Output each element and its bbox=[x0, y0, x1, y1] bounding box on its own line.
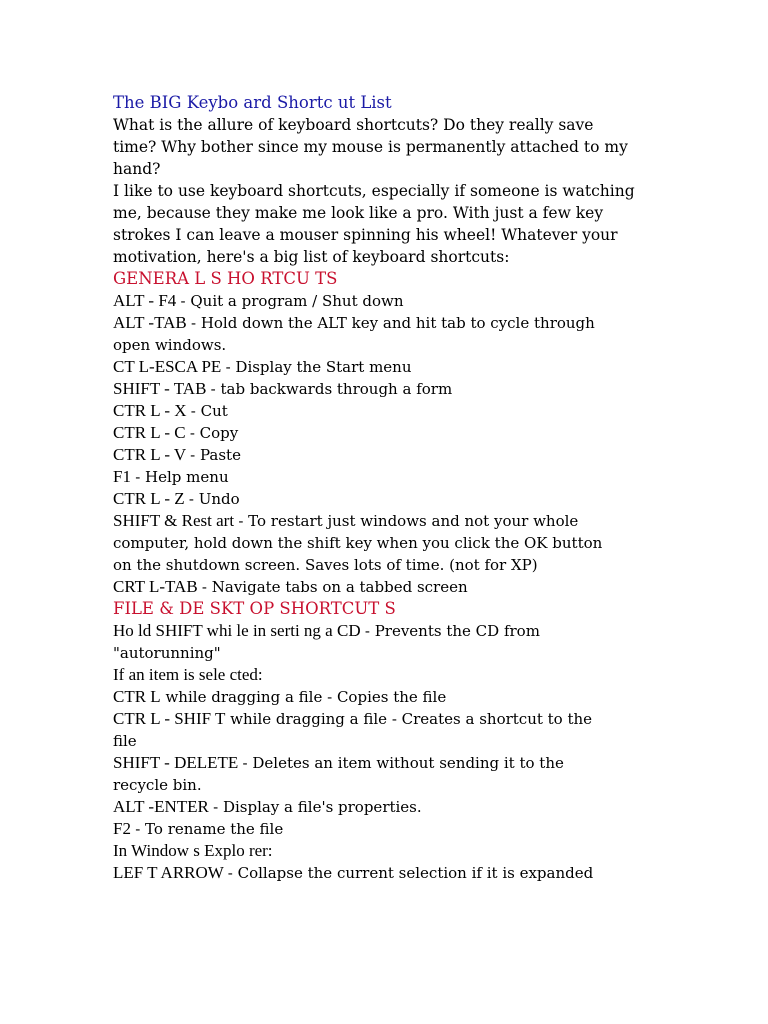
shortcut-key: CRT L-TAB bbox=[113, 577, 202, 596]
shortcut-line bbox=[113, 664, 658, 686]
shortcut-description: - Cut bbox=[190, 402, 228, 420]
shortcut-description: - Help menu bbox=[135, 468, 229, 486]
shortcut-line bbox=[113, 466, 658, 488]
shortcut-line bbox=[113, 620, 658, 642]
shortcut-description: - Hold down the ALT key and hit tab to cycle through bbox=[190, 314, 595, 332]
shortcut-line bbox=[113, 642, 658, 664]
shortcut-key: SHIFT - TAB bbox=[113, 379, 211, 398]
shortcut-line bbox=[113, 334, 658, 356]
shortcut-line bbox=[113, 554, 658, 576]
shortcut-line bbox=[113, 290, 658, 312]
shortcut-description: file bbox=[113, 732, 137, 750]
shortcut-key: SHIFT - DELETE bbox=[113, 753, 243, 772]
document-content bbox=[113, 92, 658, 884]
shortcut-description: - Collapse the current selection if it is expanded bbox=[227, 864, 594, 882]
shortcut-key: CTR L - V bbox=[113, 445, 191, 464]
shortcut-key: ALT -TAB bbox=[113, 313, 191, 332]
intro-line: me, because they make me look like a pro. With just a few key bbox=[113, 204, 604, 222]
shortcut-line bbox=[113, 400, 658, 422]
shortcut-line bbox=[113, 708, 658, 730]
shortcut-description: - Display a file's properties. bbox=[213, 798, 422, 816]
shortcut-line bbox=[113, 488, 658, 510]
shortcut-key: F1 bbox=[113, 467, 136, 486]
shortcut-key: CTR L - SHIF T bbox=[113, 709, 226, 728]
intro-line: motivation, here's a big list of keyboard shortcuts: bbox=[113, 248, 510, 266]
shortcut-line bbox=[113, 752, 658, 774]
shortcut-description: - Navigate tabs on a tabbed screen bbox=[201, 578, 468, 596]
shortcut-description: - To restart just windows and not your whole bbox=[238, 512, 579, 530]
shortcut-key: CT L-ESCA PE bbox=[113, 357, 226, 376]
shortcut-line bbox=[113, 422, 658, 444]
shortcut-key: CTR L - Z bbox=[113, 489, 189, 508]
shortcut-key: F2 bbox=[113, 819, 136, 838]
shortcut-description: - Copy bbox=[189, 424, 239, 442]
shortcut-key: Ho ld SHIFT whi le in serti ng a CD bbox=[113, 621, 365, 640]
shortcut-line bbox=[113, 796, 658, 818]
intro-line: hand? bbox=[113, 160, 161, 178]
shortcut-line bbox=[113, 862, 658, 884]
shortcut-description: - To rename the file bbox=[135, 820, 284, 838]
shortcut-description: - tab backwards through a form bbox=[210, 380, 453, 398]
section-heading-general: GENERA L S HO RTCU TS bbox=[113, 269, 338, 288]
intro-line: time? Why bother since my mouse is permanently attached to my bbox=[113, 138, 628, 156]
page-title: The BIG Keybo ard Shortc ut List bbox=[113, 93, 392, 112]
shortcut-key: LEF T ARROW bbox=[113, 863, 228, 882]
shortcut-key: CTR L bbox=[113, 687, 161, 706]
shortcut-description: on the shutdown screen. Saves lots of time. (not for XP) bbox=[113, 556, 538, 574]
shortcut-description: while dragging a file - Copies the file bbox=[160, 688, 447, 706]
shortcut-description: - Quit a program / Shut down bbox=[180, 292, 404, 310]
shortcut-key: SHIFT & Rest art bbox=[113, 511, 239, 530]
shortcut-line bbox=[113, 356, 658, 378]
shortcut-description: "autorunning" bbox=[113, 644, 221, 662]
shortcut-description: - Display the Start menu bbox=[225, 358, 412, 376]
subheading: In Window s Explo rer: bbox=[113, 841, 273, 860]
shortcut-line bbox=[113, 312, 658, 334]
shortcut-line bbox=[113, 378, 658, 400]
section-heading-file-desktop: FILE & DE SKT OP SHORTCUT S bbox=[113, 599, 396, 618]
shortcut-description: - Prevents the CD from bbox=[364, 622, 540, 640]
shortcut-description: open windows. bbox=[113, 336, 227, 354]
shortcut-description: - Paste bbox=[190, 446, 241, 464]
shortcut-line bbox=[113, 818, 658, 840]
shortcut-line bbox=[113, 576, 658, 598]
shortcut-line bbox=[113, 444, 658, 466]
shortcut-description: - Undo bbox=[188, 490, 240, 508]
shortcut-line bbox=[113, 686, 658, 708]
intro-line: What is the allure of keyboard shortcuts? Do they really save bbox=[113, 116, 594, 134]
shortcut-description: while dragging a file - Creates a shortcut to the bbox=[225, 710, 593, 728]
shortcut-key: ALT -ENTER bbox=[113, 797, 214, 816]
shortcut-line bbox=[113, 840, 658, 862]
subheading: If an item is sele cted: bbox=[113, 665, 263, 684]
shortcut-description: recycle bin. bbox=[113, 776, 202, 794]
shortcut-line bbox=[113, 774, 658, 796]
shortcut-key: CTR L - C bbox=[113, 423, 190, 442]
intro-line: I like to use keyboard shortcuts, especially if someone is watching bbox=[113, 182, 635, 200]
shortcut-line bbox=[113, 510, 658, 532]
shortcut-key: ALT - F4 bbox=[113, 291, 181, 310]
intro-line: strokes I can leave a mouser spinning his wheel! Whatever your bbox=[113, 226, 618, 244]
shortcut-line bbox=[113, 730, 658, 752]
shortcut-key: CTR L - X bbox=[113, 401, 191, 420]
shortcut-description: - Deletes an item without sending it to the bbox=[242, 754, 564, 772]
shortcut-description: computer, hold down the shift key when you click the OK button bbox=[113, 534, 603, 552]
shortcut-line bbox=[113, 532, 658, 554]
